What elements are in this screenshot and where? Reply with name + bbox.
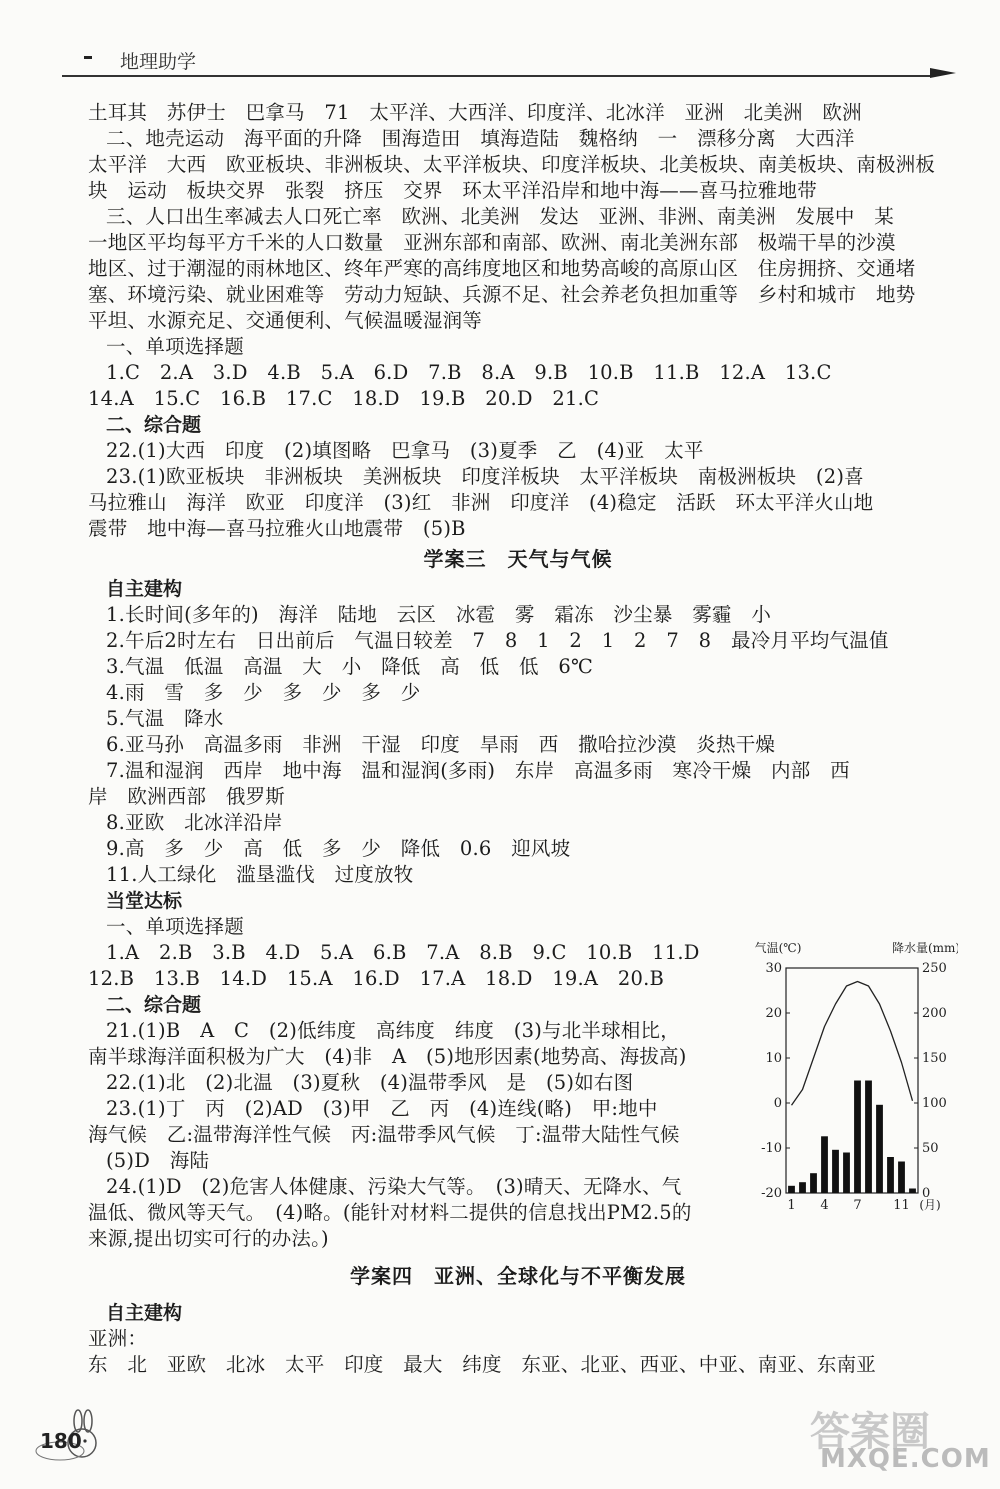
precipitation-bar (876, 1105, 883, 1193)
text-line: (5)D 海陆 (106, 1149, 210, 1172)
text-line: 三、人口出生率减去人口死亡率 欧洲、北美洲 发达 亚洲、非洲、南美洲 发展中 某 (106, 205, 895, 228)
left-tick-label: -20 (761, 1186, 782, 1201)
x-axis-title: (月) (919, 1198, 941, 1212)
text-line: 二、地壳运动 海平面的升降 围海造田 填海造陆 魏格纳 一 漂移分离 大西洋 (106, 127, 855, 150)
left-axis-title: 气温(℃) (754, 941, 802, 955)
precipitation-bar (887, 1157, 894, 1193)
left-tick-label: 0 (773, 1096, 782, 1111)
text-line: 块 运动 板块交界 张裂 挤压 交界 环太平洋沿岸和地中海——喜马拉雅地带 (88, 179, 817, 202)
text-line: 11.人工绿化 滥垦滥伐 过度放牧 (106, 863, 414, 886)
text-line: 1.长时间(多年的) 海洋 陆地 云区 冰雹 雾 霜冻 沙尘暴 雾霾 小 (106, 603, 772, 626)
page-number-badge (30, 1405, 102, 1465)
page-header (62, 40, 957, 80)
left-tick-label: -10 (761, 1141, 782, 1156)
right-tick-label: 150 (922, 1051, 947, 1066)
x-tick-label: 4 (820, 1198, 829, 1213)
precipitation-bar (788, 1186, 795, 1193)
precipitation-bar (832, 1150, 839, 1193)
header-tick (84, 56, 92, 59)
text-line: 岸 欧洲西部 俄罗斯 (88, 785, 286, 808)
text-line: 5.气温 降水 (106, 707, 224, 730)
text-line: 地区、过于潮湿的雨林地区、终年严寒的高纬度地区和地势高峻的高原山区 住房拥挤、交通堵 (88, 257, 916, 280)
left-tick-label: 30 (765, 961, 782, 976)
text-line: 1.C 2.A 3.D 4.B 5.A 6.D 7.B 8.A 9.B 10.B 11.B 12.A 13.C (106, 361, 832, 384)
subheading: 自主建构 (106, 1302, 183, 1324)
climate-chart-svg (748, 935, 958, 1225)
subheading: 自主建构 (106, 578, 183, 600)
text-line: 4.雨 雪 多 少 多 少 多 少 (106, 681, 421, 704)
text-line: 温低、微风等天气。 (4)略。(能针对材料二提供的信息找出PM2.5的 (88, 1201, 692, 1224)
text-line: 南半球海洋面积极为广大 (4)非 A (5)地形因素(地势高、海拔高) (88, 1045, 687, 1068)
text-line: 22.(1)大西 印度 (2)填图略 巴拿马 (3)夏季 乙 (4)亚 太平 (106, 439, 704, 462)
text-line: 东 北 亚欧 北冰 太平 印度 最大 纬度 东亚、北亚、西亚、中亚、南亚、东南亚 (88, 1353, 877, 1376)
precipitation-bar (854, 1081, 861, 1194)
section-title: 学案四 亚洲、全球化与不平衡发展 (350, 1264, 686, 1288)
text-line: 6.亚马孙 高温多雨 非洲 干湿 印度 旱雨 西 撒哈拉沙漠 炎热干燥 (106, 733, 776, 756)
text-line: 震带 地中海—喜马拉雅火山地震带 (5)B (88, 517, 466, 540)
text-line: 7.温和湿润 西岸 地中海 温和湿润(多雨) 东岸 高温多雨 寒冷干燥 内部 西 (106, 759, 850, 782)
temperature-line (792, 982, 913, 1106)
header-arrow-icon (930, 68, 956, 78)
right-tick-label: 0 (922, 1186, 931, 1201)
precipitation-bar (865, 1081, 872, 1194)
watermark-mark: 答案圈 (810, 1409, 930, 1455)
subheading: 当堂达标 (106, 890, 183, 912)
precipitation-bar (909, 1189, 916, 1194)
header-title: 地理助学 (120, 51, 197, 73)
text-line: 9.高 多 少 高 低 多 少 降低 0.6 迎风坡 (106, 837, 571, 860)
text-line: 亚洲： (88, 1327, 148, 1350)
watermark-url: MXQE.COM (820, 1444, 991, 1474)
text-line: 2.午后2时左右 日出前后 气温日较差 7 8 1 2 1 2 7 8 最冷月平均气温值 (106, 629, 889, 652)
watermark (790, 1400, 990, 1480)
page-number: 180 (40, 1429, 82, 1453)
precipitation-bar (799, 1182, 806, 1193)
text-line: 8.亚欧 北冰洋沿岸 (106, 811, 283, 834)
precipitation-bar (810, 1173, 817, 1193)
text-line: 22.(1)北 (2)北温 (3)夏秋 (4)温带季风 是 (5)如右图 (106, 1071, 634, 1094)
right-tick-label: 200 (922, 1006, 947, 1021)
left-tick-label: 10 (765, 1051, 782, 1066)
climate-chart (748, 935, 958, 1225)
text-line: 23.(1)欧亚板块 非洲板块 美洲板块 印度洋板块 太平洋板块 南极洲板块 (2)喜 (106, 465, 864, 488)
header-rule (62, 75, 932, 77)
text-line: 马拉雅山 海洋 欧亚 印度洋 (3)红 非洲 印度洋 (4)稳定 活跃 环太平洋火山地 (88, 491, 874, 514)
right-tick-label: 250 (922, 961, 947, 976)
text-line: 塞、环境污染、就业困难等 劳动力短缺、兵源不足、社会养老负担加重等 乡村和城市 地势 (88, 283, 916, 306)
x-tick-label: 7 (853, 1198, 862, 1213)
right-axis-title: 降水量(mm) (891, 941, 958, 955)
text-line: 24.(1)D (2)危害人体健康、污染大气等。 (3)晴天、无降水、气 (106, 1175, 682, 1198)
precipitation-bar (898, 1162, 905, 1194)
text-line: 太平洋 大西 欧亚板块、非洲板块、太平洋板块、印度洋板块、北美板块、南美板块、南极洲板 (88, 153, 936, 176)
text-line: 土耳其 苏伊士 巴拿马 71 太平洋、大西洋、印度洋、北冰洋 亚洲 北美洲 欧洲 (88, 101, 862, 124)
text-line: 21.(1)B A C (2)低纬度 高纬度 纬度 (3)与北半球相比， (106, 1019, 680, 1042)
text-line: 平坦、水源充足、交通便利、气候温暖湿润等 (88, 309, 483, 332)
left-tick-label: 20 (765, 1006, 782, 1021)
text-line: 14.A 15.C 16.B 17.C 18.D 19.B 20.D 21.C (88, 387, 600, 410)
precipitation-bar (821, 1136, 828, 1193)
text-line: 来源,提出切实可行的办法。) (88, 1227, 329, 1250)
precipitation-bar (843, 1153, 850, 1194)
x-tick-label: 1 (787, 1198, 796, 1213)
subheading: 一、单项选择题 (106, 335, 244, 358)
text-line: 海气候 乙:温带海洋性气候 丙:温带季风气候 丁:温带大陆性气候 (88, 1123, 680, 1146)
right-tick-label: 50 (922, 1141, 939, 1156)
x-tick-label: 11 (893, 1198, 910, 1213)
text-line: 23.(1)丁 丙 (2)AD (3)甲 乙 丙 (4)连线(略) 甲:地中 (106, 1097, 658, 1120)
right-tick-label: 100 (922, 1096, 947, 1111)
subheading: 一、单项选择题 (106, 915, 244, 938)
text-line: 一地区平均每平方千米的人口数量 亚洲东部和南部、欧洲、南北美洲东部 极端干旱的沙漠 (88, 231, 896, 254)
subheading: 二、综合题 (106, 994, 202, 1016)
text-line: 3.气温 低温 高温 大 小 降低 高 低 低 6℃ (106, 655, 594, 678)
text-line: 12.B 13.B 14.D 15.A 16.D 17.A 18.D 19.A 20.B (88, 967, 665, 990)
text-line: 1.A 2.B 3.B 4.D 5.A 6.B 7.A 8.B 9.C 10.B 11.D (106, 941, 700, 964)
subheading: 二、综合题 (106, 414, 202, 436)
section-title: 学案三 天气与气候 (423, 547, 613, 571)
